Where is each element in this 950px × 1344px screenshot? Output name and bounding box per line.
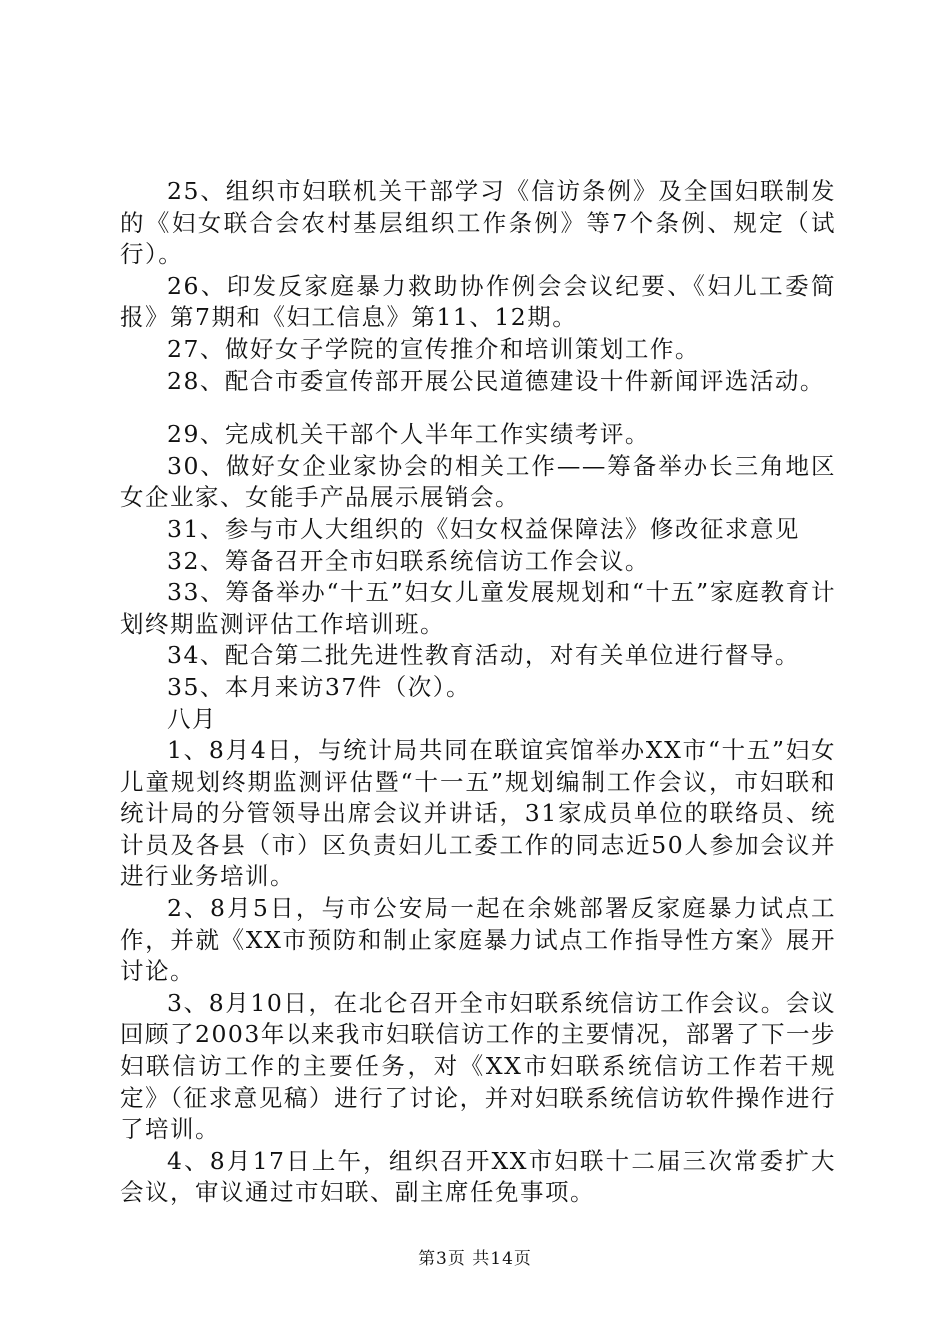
paragraph-item-29: 29、完成机关干部个人半年工作实绩考评。 (167, 420, 650, 449)
document-body (120, 176, 836, 1209)
section-heading-august: 八月 (167, 704, 217, 733)
paragraph-item-aug-4: 4、8月17日上午，组织召开XX市妇联十二届三次常委扩大会议，审议通过市妇联、副主席任免事项。 (120, 1146, 836, 1207)
paragraph-item-32: 32、筹备召开全市妇联系统信访工作会议。 (167, 546, 650, 575)
paragraph-item-aug-1: 1、8月4日，与统计局共同在联谊宾馆举办XX市“十五”妇女儿童规划终期监测评估暨“十一五”规划编制工作会议，市妇联和统计局的分管领导出席会议并讲话，31家成员单位的联络员、统计员及各县（市）区负责妇儿工委工作的同志近50人参加会议并进行业务培训。 (120, 736, 836, 891)
paragraph-item-33: 33、筹备举办“十五”妇女儿童发展规划和“十五”家庭教育计划终期监测评估工作培训班。 (120, 578, 836, 638)
page-number: 第3页 (418, 1249, 466, 1269)
paragraph-item-30: 30、做好女企业家协会的相关工作——筹备举办长三角地区女企业家、女能手产品展示展销会。 (120, 451, 836, 512)
paragraph-item-31: 31、参与市人大组织的《妇女权益保障法》修改征求意见 (167, 514, 800, 543)
paragraph-item-34: 34、配合第二批先进性教育活动，对有关单位进行督导。 (167, 641, 800, 670)
paragraph-item-35: 35、本月来访37件（次）。 (167, 672, 472, 701)
paragraph-item-26: 26、印发反家庭暴力救助协作例会会议纪要、《妇儿工委简报》第7期和《妇工信息》第11、12期。 (120, 271, 836, 332)
page-total: 共14页 (472, 1249, 532, 1269)
paragraph-item-aug-3: 3、8月10日，在北仑召开全市妇联系统信访工作会议。会议回顾了2003年以来我市妇联信访工作的主要情况，部署了下一步妇联信访工作的主要任务，对《XX市妇联系统信访工作若干规定》（征求意见稿）进行了讨论，并对妇联系统信访软件操作进行了培训。 (120, 988, 836, 1144)
paragraph-item-28: 28、配合市委宣传部开展公民道德建设十件新闻评选活动。 (167, 366, 825, 395)
paragraph-item-27: 27、做好女子学院的宣传推介和培训策划工作。 (167, 334, 700, 363)
page-footer (0, 1244, 950, 1269)
paragraph-item-25: 25、组织市妇联机关干部学习《信访条例》及全国妇联制发的《妇女联合会农村基层组织工作条例》等7个条例、规定（试行）。 (120, 177, 836, 269)
paragraph-item-aug-2: 2、8月5日，与市公安局一起在余姚部署反家庭暴力试点工作，并就《XX市预防和制止家庭暴力试点工作指导性方案》展开讨论。 (120, 894, 836, 986)
